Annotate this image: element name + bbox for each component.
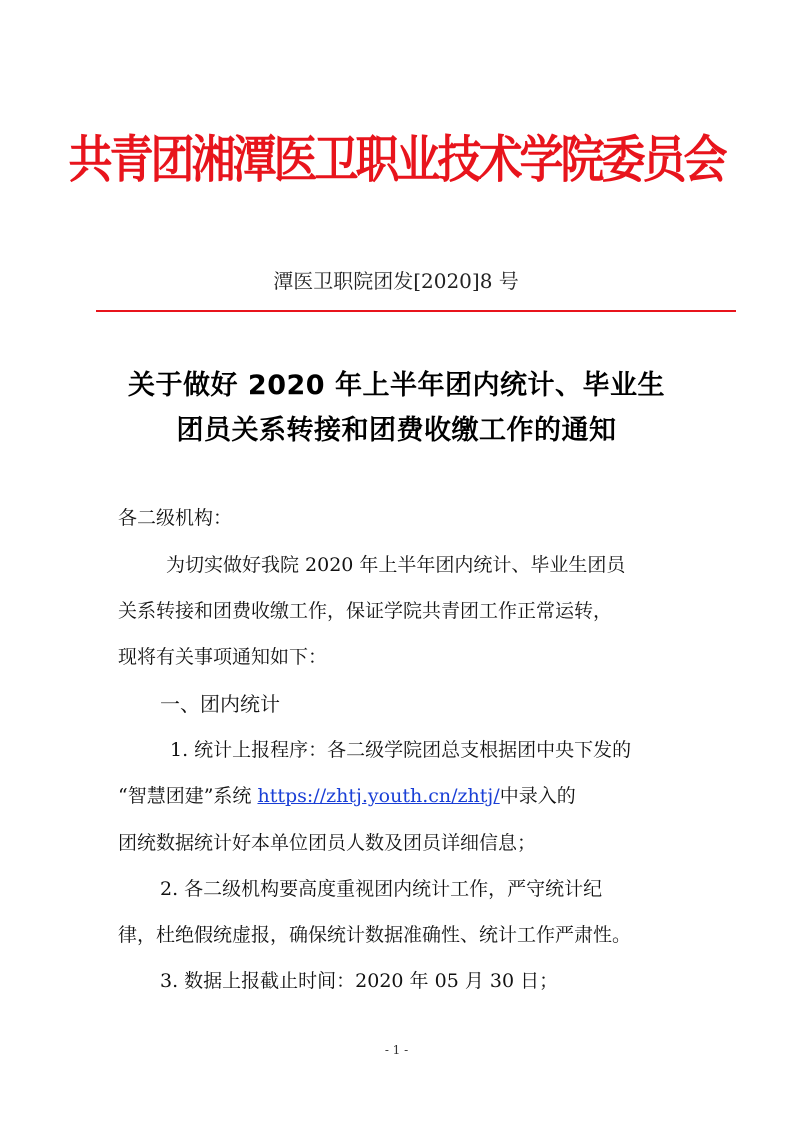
item-2-line-1: 2. 各二级机构要高度重视团内统计工作，严守统计纪 (160, 878, 603, 900)
item-1-line-3: 团统数据统计好本单位团员人数及团员详细信息； (118, 832, 537, 854)
document-title-line-1: 关于做好 2020 年上半年团内统计、毕业生 (128, 370, 665, 401)
item-1-line-2-prefix: “智慧团建”系统 (118, 785, 258, 807)
page-number: - 1 - (384, 1043, 409, 1057)
intro-line-1: 为切实做好我院 2020 年上半年团内统计、毕业生团员 (166, 554, 626, 576)
document-number: 潭医卫职院团发[2020]8 号 (273, 269, 519, 293)
intro-line-3: 现将有关事项通知如下： (118, 646, 328, 668)
item-1-line-2-suffix: 中录入的 (499, 785, 576, 807)
item-1-line-2 (118, 781, 576, 811)
salutation: 各二级机构： (118, 507, 233, 529)
document-title-line-2: 团员关系转接和团费收缴工作的通知 (176, 415, 617, 446)
item-2-line-2: 律，杜绝假统虚报，确保统计数据准确性、统计工作严肃性。 (118, 924, 632, 946)
issuing-organization-header: 共青团湘潭医卫职业技术学院委员会 (68, 131, 725, 190)
item-3-line-1: 3. 数据上报截止时间：2020 年 05 月 30 日； (160, 970, 559, 992)
section-heading-1: 一、团内统计 (160, 692, 280, 716)
intro-line-2: 关系转接和团费收缴工作，保证学院共青团工作正常运转， (118, 600, 613, 622)
red-separator-line (96, 310, 736, 312)
item-1-line-1: 1. 统计上报程序：各二级学院团总支根据团中央下发的 (170, 739, 632, 761)
zhtj-system-link[interactable]: https://zhtj.youth.cn/zhtj/ (257, 785, 500, 807)
